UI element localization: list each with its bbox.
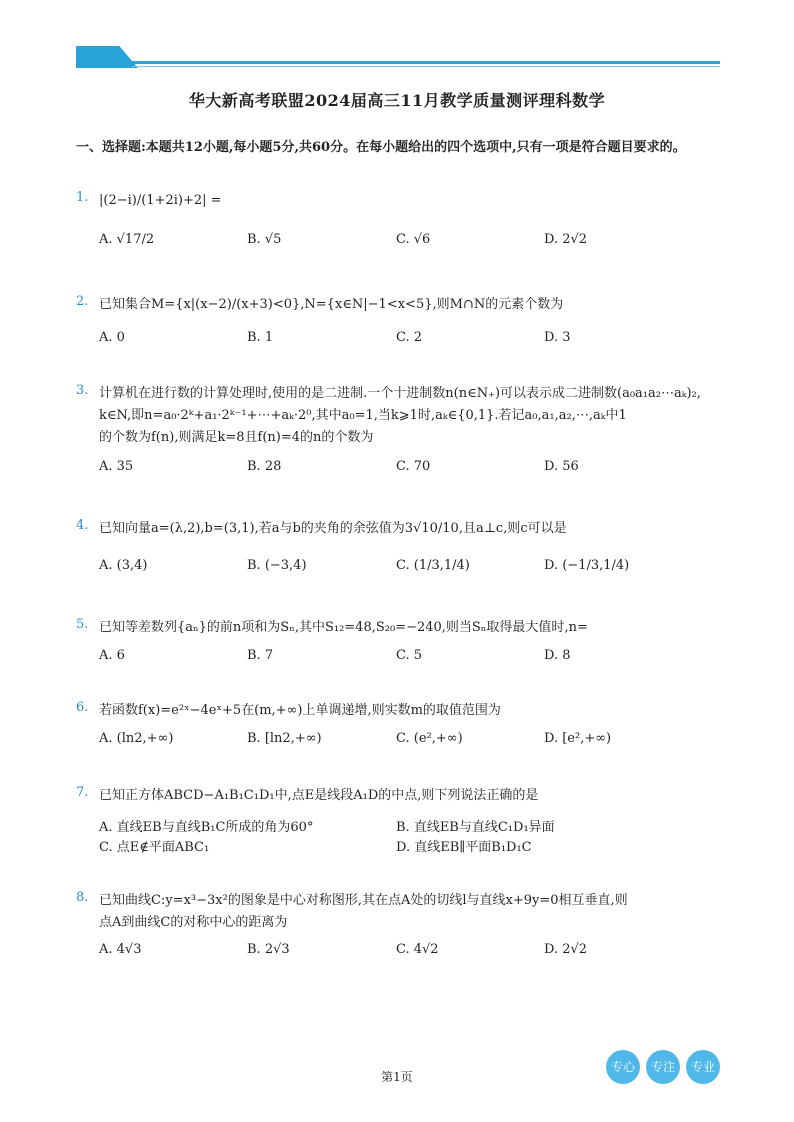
option-b: B. 2√3 xyxy=(247,942,290,957)
question-text xyxy=(99,617,724,639)
option-d: D. 2√2 xyxy=(544,232,588,247)
question-number: 3. xyxy=(76,383,89,398)
option-c: C. 4√2 xyxy=(396,942,439,957)
option-d: D. 8 xyxy=(544,648,571,663)
header-decoration xyxy=(76,46,720,68)
question-text xyxy=(99,700,724,722)
option-b: B. √5 xyxy=(247,232,282,247)
question-text xyxy=(99,294,724,316)
section-heading: 一、选择题:本题共12小题,每小题5分,共60分。在每小题给出的四个选项中,只有一项是符合题目要求的。 xyxy=(76,140,686,155)
question-number: 8. xyxy=(76,890,89,905)
option-b: B. 直线EB与直线C₁D₁异面 xyxy=(396,820,555,835)
question-line: 已知集合M={x|(x−2)/(x+3)<0},N={x∈N|−1<x<5},则M∩N的元素个数为 xyxy=(99,297,564,312)
option-d: D. 2√2 xyxy=(544,942,588,957)
option-a: A. 直线EB与直线B₁C所成的角为60° xyxy=(99,820,314,835)
option-b: B. 7 xyxy=(247,648,274,663)
header-rule-thick xyxy=(132,61,720,64)
question-number: 1. xyxy=(76,190,89,205)
option-d: D. 3 xyxy=(544,330,571,345)
option-a: A. 6 xyxy=(99,648,125,663)
question-text xyxy=(99,518,724,540)
option-a: A. 35 xyxy=(99,459,134,474)
option-b: B. (−3,4) xyxy=(247,558,307,573)
question-text xyxy=(99,785,724,807)
option-a: A. 0 xyxy=(99,330,125,345)
option-d: D. (−1/3,1/4) xyxy=(544,558,630,573)
question-line: 点A到曲线C的对称中心的距离为 xyxy=(99,915,288,930)
question-line: 计算机在进行数的计算处理时,使用的是二进制.一个十进制数n(n∈N₊)可以表示成二进制数(a₀a₁a₂⋯aₖ)₂, xyxy=(99,386,701,401)
option-a: A. (ln2,+∞) xyxy=(99,731,174,746)
question-line: 的个数为f(n),则满足k=8且f(n)=4的n的个数为 xyxy=(99,430,374,445)
question-text xyxy=(99,890,724,934)
question-line: 已知向量a=(λ,2),b=(3,1),若a与b的夹角的余弦值为3√10/10,且a⊥c,则c可以是 xyxy=(99,521,567,536)
question-line: |(2−i)/(1+2i)+2| = xyxy=(99,193,222,208)
question-number: 5. xyxy=(76,617,89,632)
option-a: A. √17/2 xyxy=(99,232,155,247)
option-b: B. 28 xyxy=(247,459,282,474)
option-c: C. (1/3,1/4) xyxy=(396,558,470,573)
option-c: C. 5 xyxy=(396,648,423,663)
option-a: A. 4√3 xyxy=(99,942,142,957)
option-c: C. 点E∉平面ABC₁ xyxy=(99,840,210,855)
option-c: C. 2 xyxy=(396,330,423,345)
question-line: 已知曲线C:y=x³−3x²的图象是中心对称图形,其在点A处的切线l与直线x+9y=0相互垂直,则 xyxy=(99,893,628,908)
option-d: D. [e²,+∞) xyxy=(544,731,612,746)
option-c: C. (e²,+∞) xyxy=(396,731,463,746)
question-number: 7. xyxy=(76,785,89,800)
option-d: D. 直线EB∥平面B₁D₁C xyxy=(396,840,532,855)
page-title: 华大新高考联盟2024届高三11月教学质量测评理科数学 xyxy=(188,91,606,110)
page-number: 第1页 xyxy=(381,1070,413,1084)
question-number: 4. xyxy=(76,518,89,533)
option-a: A. (3,4) xyxy=(99,558,148,573)
option-c: C. 70 xyxy=(396,459,431,474)
option-b: B. [ln2,+∞) xyxy=(247,731,322,746)
question-text xyxy=(99,190,724,212)
question-line: 已知等差数列{aₙ}的前n项和为Sₙ,其中S₁₂=48,S₂₀=−240,则当Sₙ取得最大值时,n= xyxy=(99,620,588,635)
question-text xyxy=(99,383,724,449)
question-line: 若函数f(x)=e²ˣ−4eˣ+5在(m,+∞)上单调递增,则实数m的取值范围为 xyxy=(99,703,501,718)
badge-1: 专心 xyxy=(606,1050,640,1084)
option-c: C. √6 xyxy=(396,232,431,247)
option-d: D. 56 xyxy=(544,459,579,474)
header-rule-thin xyxy=(132,66,720,67)
option-b: B. 1 xyxy=(247,330,274,345)
question-line: 已知正方体ABCD−A₁B₁C₁D₁中,点E是线段A₁D的中点,则下列说法正确的是 xyxy=(99,788,539,803)
question-line: k∈N,即n=a₀·2ᵏ+a₁·2ᵏ⁻¹+⋯+aₖ·2⁰,其中a₀=1,当k⩾1时,aₖ∈{0,1}.若记a₀,a₁,a₂,⋯,aₖ中1 xyxy=(99,408,627,423)
badge-3: 专业 xyxy=(686,1050,720,1084)
motto-badges xyxy=(606,1050,726,1086)
question-number: 2. xyxy=(76,294,89,309)
question-number: 6. xyxy=(76,700,89,715)
options-grid xyxy=(99,816,719,856)
header-blue-tab xyxy=(76,46,138,68)
badge-2: 专注 xyxy=(646,1050,680,1084)
